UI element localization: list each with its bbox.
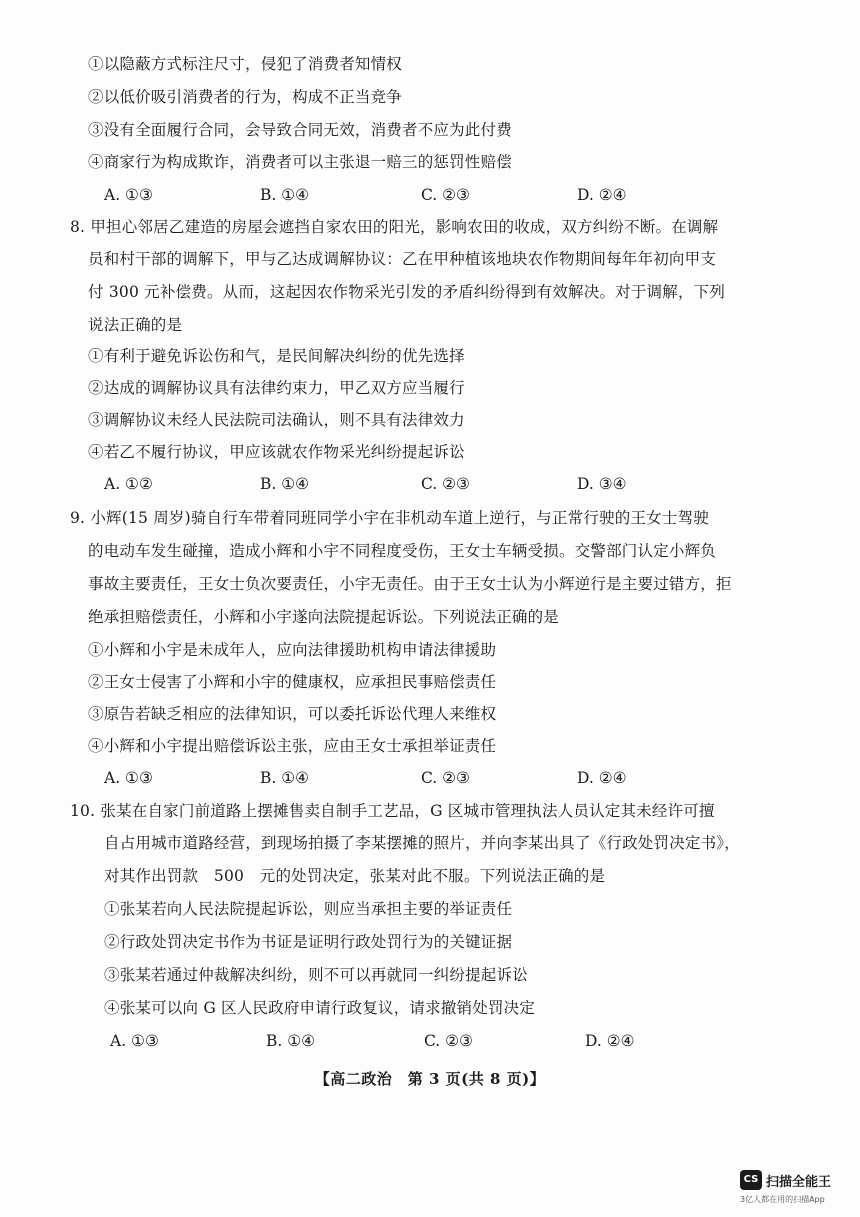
q9-stem-line-1: 9. 小辉(15 周岁)骑自行车带着同班同学小宇在非机动车道上逆行，与正常行驶的王女士驾驶 [70, 509, 709, 527]
q7-option-c: C. ②③ [421, 186, 470, 204]
q10-option-b: B. ①④ [266, 1032, 316, 1050]
q8-item-1: ①有利于避免诉讼伤和气，是民间解决纠纷的优先选择 [88, 347, 465, 365]
camscanner-logo-icon: CS [740, 1170, 762, 1190]
q7-option-a: A. ①③ [104, 186, 153, 204]
q10-item-4: ④张某可以向 G 区人民政府申请行政复议，请求撤销处罚决定 [104, 999, 536, 1017]
q8-stem-line-1: 8. 甲担心邻居乙建造的房屋会遮挡自家农田的阳光，影响农田的收成，双方纠纷不断。在调解 [70, 218, 719, 236]
q9-stem-line-3: 事故主要责任，王女士负次要责任，小宇无责任。由于王女士认为小辉逆行是主要过错方，拒 [88, 575, 732, 593]
q10-stem-line-2: 自占用城市道路经营，到现场拍摄了李某摆摊的照片，并向李某出具了《行政处罚决定书》， [104, 834, 740, 852]
q9-option-d: D. ②④ [577, 769, 627, 787]
q9-item-4: ④小辉和小宇提出赔偿诉讼主张，应由王女士承担举证责任 [88, 737, 497, 755]
page-footer: 【高二政治 第 3 页(共 8 页)】 [314, 1070, 546, 1088]
q9-option-b: B. ①④ [260, 769, 310, 787]
q7-option-d: D. ②④ [577, 186, 627, 204]
q7-item-2: ②以低价吸引消费者的行为，构成不正当竞争 [88, 88, 403, 106]
q10-option-c: C. ②③ [424, 1032, 473, 1050]
q8-item-2: ②达成的调解协议具有法律约束力，甲乙双方应当履行 [88, 379, 465, 397]
q10-item-2: ②行政处罚决定书作为书证是证明行政处罚行为的关键证据 [104, 933, 513, 951]
q8-stem-line-4: 说法正确的是 [88, 316, 183, 334]
q8-stem-line-2: 员和村干部的调解下，甲与乙达成调解协议：乙在甲种植该地块农作物期间每年年初向甲支 [88, 250, 717, 268]
scanner-watermark [740, 1170, 850, 1210]
q8-option-d: D. ③④ [577, 475, 627, 493]
q9-item-2: ②王女士侵害了小辉和小宇的健康权，应承担民事赔偿责任 [88, 673, 497, 691]
q9-item-1: ①小辉和小宇是未成年人，应向法律援助机构申请法律援助 [88, 641, 497, 659]
q7-item-3: ③没有全面履行合同，会导致合同无效，消费者不应为此付费 [88, 121, 512, 139]
q7-item-1: ①以隐蔽方式标注尺寸，侵犯了消费者知情权 [88, 55, 403, 73]
q10-option-d: D. ②④ [585, 1032, 635, 1050]
q7-item-4: ④商家行为构成欺诈，消费者可以主张退一赔三的惩罚性赔偿 [88, 153, 512, 171]
scanner-tagline: 3亿人都在用的扫描App [740, 1195, 825, 1204]
q10-stem-line-3: 对其作出罚款 500 元的处罚决定，张某对此不服。下列说法正确的是 [104, 867, 606, 885]
q9-item-3: ③原告若缺乏相应的法律知识，可以委托诉讼代理人来维权 [88, 705, 497, 723]
q9-stem-line-4: 绝承担赔偿责任，小辉和小宇遂向法院提起诉讼。下列说法正确的是 [88, 608, 560, 626]
q8-stem-line-3: 付 300 元补偿费。从而，这起因农作物采光引发的矛盾纠纷得到有效解决。对于调解，下列 [88, 283, 726, 301]
q9-stem-line-2: 的电动车发生碰撞，造成小辉和小宇不同程度受伤，王女士车辆受损。交警部门认定小辉负 [88, 542, 717, 560]
q7-option-b: B. ①④ [260, 186, 310, 204]
q10-item-3: ③张某若通过仲裁解决纠纷，则不可以再就同一纠纷提起诉讼 [104, 966, 528, 984]
q10-stem-line-1: 10. 张某在自家门前道路上摆摊售卖自制手工艺品，G 区城市管理执法人员认定其未经许可擅 [70, 802, 715, 820]
q8-option-c: C. ②③ [421, 475, 470, 493]
q9-option-c: C. ②③ [421, 769, 470, 787]
scanner-app-name: 扫描全能王 [766, 1175, 832, 1190]
q9-option-a: A. ①③ [104, 769, 153, 787]
q8-item-4: ④若乙不履行协议，甲应该就农作物采光纠纷提起诉讼 [88, 443, 465, 461]
q10-option-a: A. ①③ [110, 1032, 159, 1050]
q8-item-3: ③调解协议未经人民法院司法确认，则不具有法律效力 [88, 411, 465, 429]
q8-option-a: A. ①② [104, 475, 153, 493]
q8-option-b: B. ①④ [260, 475, 310, 493]
q10-item-1: ①张某若向人民法院提起诉讼，则应当承担主要的举证责任 [104, 900, 513, 918]
